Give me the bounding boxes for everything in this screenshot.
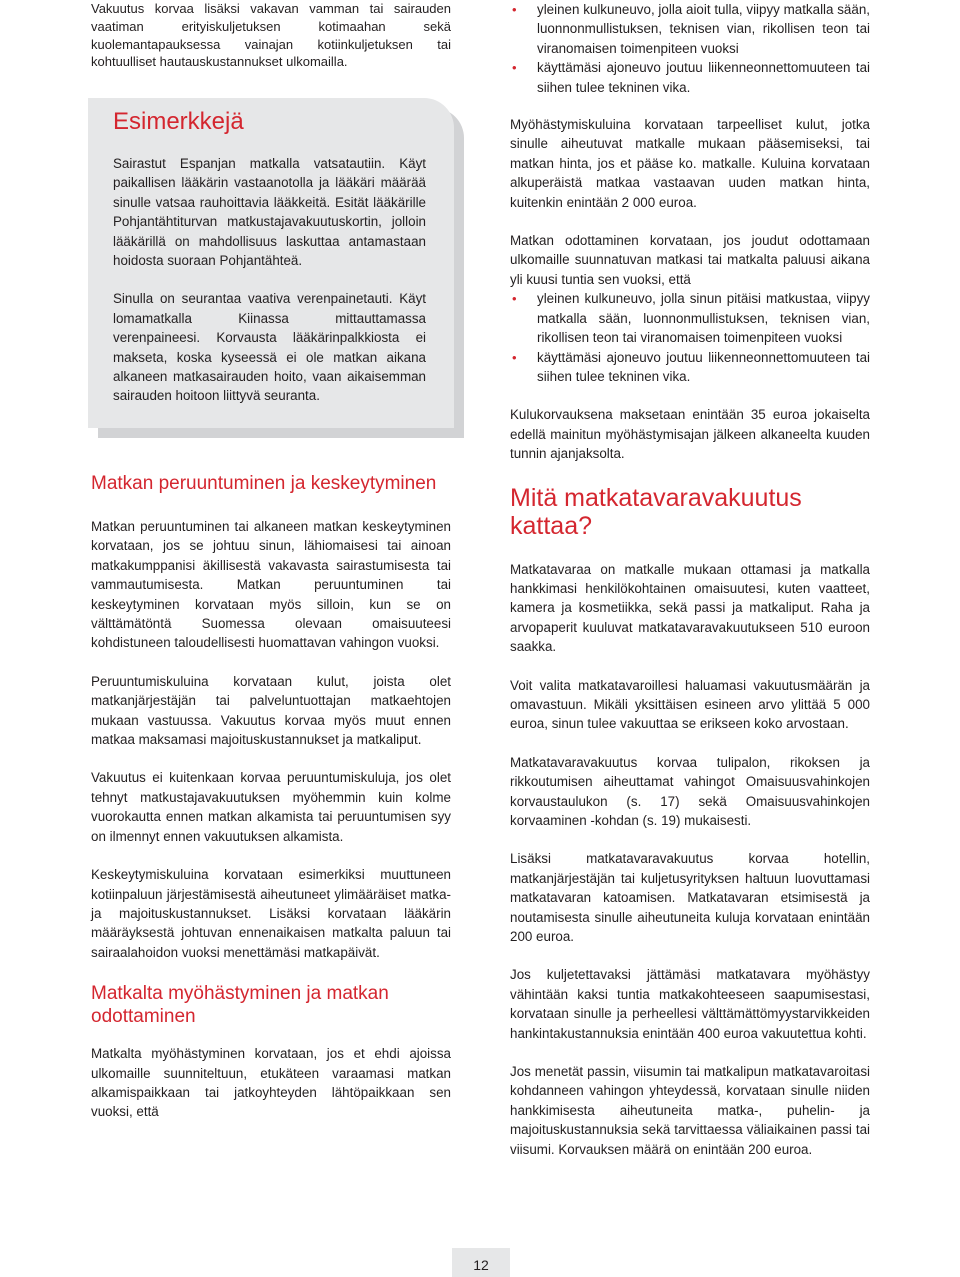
delay-costs-paragraph: Myöhästymiskuluina korvataan tarpeelliset kulut, jotka sinulle aiheutuvat matkalle mukaan pääsemiseksi, tai matkan hinta, jos et pääse ko. matkalle. Kuluina korvataan alkuperäistä matkaa vastaavan uuden matkan hinta, kuitenkin enintään 2 000 euroa.	[510, 117, 870, 210]
luggage-paragraph-4: Lisäksi matkatavaravakuutus korvaa hotellin, matkanjärjestäjän tai kuljetusyrityksen haltuun luovuttamasi matkatavaran katoamisen. Matkatavaran etsimisestä ja noutamisesta sinulle aiheutuneita kuluja korvataan enintään 200 euroa.	[510, 851, 870, 945]
left-column	[91, 0, 451, 90]
right-column	[510, 0, 870, 1178]
bullet-icon: •	[512, 2, 517, 17]
list-item: • käyttämäsi ajoneuvo joutuu liikenneonnettomuuteen tai siihen tulee tekninen vika.	[512, 60, 870, 95]
list-item: • yleinen kulkuneuvo, jolla aioit tulla, viipyy matkalla sään, luonnonmullistuksen, teknisen vian, rikollisen teon tai viranomaisen toimenpiteen vuoksi	[512, 2, 870, 56]
page-number: 12	[452, 1248, 510, 1277]
examples-title: Esimerkkejä	[113, 108, 244, 135]
cancellation-paragraph-3: Vakuutus ei kuitenkaan korvaa peruuntumiskuluja, jos olet tehnyt matkustajavakuutuksen myöhemmin kuin kolme vuorokautta ennen matkan alkamista tai peruuntumisen syy on ilmennyt ennen vakuutuksen alkamista.	[91, 770, 451, 844]
examples-box	[88, 98, 454, 428]
examples-paragraph-2: Sinulla on seurantaa vaativa verenpainetauti. Käyt lomamatkalla Kiinassa mittauttamassa verenpaineesi. Korvausta lääkärinpalkkiosta ei makseta, koska kyseessä ei ole matkan aikana alkaneen matkasairauden hoito, vaan aikaisemman sairauden hoitoon liittyvä seuranta.	[113, 291, 426, 404]
section-delay-heading: Matkalta myöhästyminen ja matkan odottaminen	[91, 983, 389, 1028]
compensation-paragraph: Kulukorvauksena maksetaan enintään 35 euroa jokaiselta edellä mainitun myöhästymisajan jälkeen alkaneelta kuuden tunnin ajanjaksolta.	[510, 407, 870, 462]
list-item: • yleinen kulkuneuvo, jolla sinun pitäisi matkustaa, viipyy matkalla sään, luonnonmullistuksen, teknisen vian, rikollisen teon tai viranomaisen toimenpiteen vuoksi	[512, 291, 870, 346]
interruption-paragraph: Keskeytymiskuluina korvataan esimerkiksi muuttuneen kotiinpaluun järjestämisestä aiheutuneet ylimääräiset matka- ja majoituskustannukset. Lisäksi korvataan lääkärin määräyksestä johtuvan ennenaikaisen matkalta paluun tai sairaalahoidon vuoksi menettämäsi matkapäivät.	[91, 867, 451, 960]
intro-paragraph: Vakuutus korvaa lisäksi vakavan vamman tai sairauden vaatiman erityiskuljetuksen kotimaahan sekä kuolemantapauksessa vainajan kotiinkuljetuksen tai kohtuulliset hautauskustannukset ulkomailla.	[91, 1, 451, 70]
luggage-paragraph-3: Matkatavaravakuutus korvaa tulipalon, rikoksen ja rikkoutumisen aiheuttamat vahingot Omaisuusvahinkojen korvaustaulukon (s. 17) sekä Omaisuusvahinkojen korvaaminen -kohdan (s. 19) mukaisesti.	[510, 754, 870, 828]
bullet-icon: •	[512, 60, 517, 76]
luggage-paragraph-1: Matkatavaraa on matkalle mukaan ottamasi ja matkalla hankkimasi henkilökohtainen omaisuutesi, kuten vaatteet, kamera ja kosmetiikka, sekä passi ja matkaliput. Raha ja arvopaperit kuuluvat matkatavaravakuutukseen 510 euroon saakka.	[510, 561, 870, 655]
bullet-icon: •	[512, 291, 517, 307]
cancellation-paragraph-2: Peruuntumiskuluina korvataan kulut, joista olet matkanjärjestäjän tai palveluntuottajan matkaehtojen mukaan vastuussa. Vakuutus korvaa myös muut ennen matkaa maksamasi majoituskustannukset ja matkaliput.	[91, 673, 451, 748]
cancellation-paragraph-1: Matkan peruuntuminen tai alkaneen matkan keskeytyminen korvataan, jos se johtuu sinun, lähiomaisesi tai ainoan matkakumppanisi äkillisestä vakavasta sairastumisesta tai vammautumisesta. Matkan peruuntuminen tai keskeytyminen korvataan myös silloin, kun se on välttämätöntä Suomessa olevaan omaisuuteesi kohdistuneen taloudellisesti huomattavan vahingon vuoksi.	[91, 519, 451, 651]
list-item: • käyttämäsi ajoneuvo joutuu liikenneonnettomuuteen tai siihen tulee tekninen vika.	[512, 349, 870, 384]
luggage-paragraph-5: Jos kuljetettavaksi jättämäsi matkatavara myöhästyy vähintään kaksi tuntia matkakohteeseen saapumisestasi, korvataan sinulle ja perheellesi välttämättömyystarvikkeiden hankintakustannuksia enintään 400 euroa vakuutettua kohti.	[510, 967, 870, 1041]
left-column-lower	[91, 472, 451, 1141]
section-cancellation-heading: Matkan peruuntuminen ja keskeytyminen	[91, 473, 437, 494]
waiting-paragraph: Matkan odottaminen korvataan, jos joudut odottamaan ulkomaille suunnatuvan matkasi tai matkalta paluusi aikana yli kuusi tuntia sen vuoksi, että	[510, 233, 870, 287]
luggage-paragraph-2: Voit valita matkatavaroillesi haluamasi vakuutusmäärän ja omavastuun. Mikäli yksittäisen esineen arvo ylittää 5 000 euroa, sinun tulee vakuuttaa se erikseen koko arvostaan.	[510, 677, 870, 732]
delay-paragraph-1: Matkalta myöhästyminen korvataan, jos et ehdi ajoissa ulkomaille suunniteltuun, etukäteen varaamasi matkan alkamispaikkaan tai jatkoyhteyden lähtöpaikkaan sen vuoksi, että	[91, 1046, 451, 1120]
bullet-icon: •	[512, 349, 517, 365]
luggage-paragraph-6: Jos menetät passin, viisumin tai matkalipun matkatavaroitasi kohdanneen vahingon yhteydessä, korvataan sinulle niiden hankkimisesta aiheutuneita matka-, puhelin- ja majoituskustannuksia sekä tarvittaessa väliaikainen passi tai viisumi. Korvauksen määrä on enintään 200 euroa.	[510, 1064, 870, 1157]
luggage-section-heading: Mitä matkatavaravakuutus kattaa?	[510, 483, 802, 540]
waiting-bullet-list	[510, 289, 870, 386]
examples-paragraph-1: Sairastut Espanjan matkalla vatsatautiin. Käyt paikallisen lääkärin vastaanotolla ja lääkäri määrää sinulle vatsaa rauhoittavia lääkkeitä. Esität lääkärille Pohjantähtiturvan matkustajavakuutuskortin, jolloin lääkärillä on mahdollisuus laskuttaa antamastaan hoidosta suoraan Pohjantähteä.	[113, 156, 426, 269]
delay-bullet-list	[510, 0, 870, 97]
